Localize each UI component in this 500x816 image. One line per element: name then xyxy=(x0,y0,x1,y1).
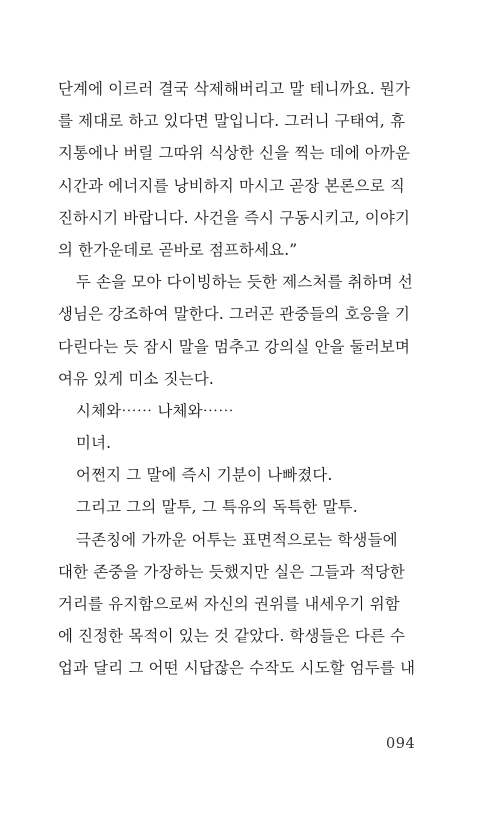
text-line: 지통에나 버릴 그따위 식상한 신을 찍는 데에 아까운 xyxy=(58,144,411,163)
text-line: 를 제대로 하고 있다면 말입니다. 그러니 구태여, 휴 xyxy=(58,112,406,131)
text-line: 극존칭에 가까운 어투는 표면적으로는 학생들에 xyxy=(76,530,398,549)
text-line: 업과 달리 그 어떤 시답잖은 수작도 시도할 엄두를 내 xyxy=(58,659,416,678)
text-line: 에 진정한 목적이 있는 것 같았다. 학생들은 다른 수 xyxy=(58,627,406,646)
text-line: 여유 있게 미소 짓는다. xyxy=(58,369,214,388)
text-line: 다린다는 듯 잠시 말을 멈추고 강의실 안을 둘러보며 xyxy=(58,337,411,356)
text-line: 그리고 그의 말투, 그 특유의 독특한 말투. xyxy=(76,498,358,517)
text-line: 생님은 강조하여 말한다. 그러곤 관중들의 호응을 기 xyxy=(58,305,411,324)
text-line: 두 손을 모아 다이빙하는 듯한 제스처를 취하며 선 xyxy=(76,273,413,292)
text-line: 대한 존중을 가장하는 듯했지만 실은 그들과 적당한 xyxy=(58,562,405,581)
text-line: 미녀. xyxy=(76,434,112,453)
text-line: 어쩐지 그 말에 즉시 기분이 나빠졌다. xyxy=(76,466,333,485)
text-line: 거리를 유지함으로써 자신의 권위를 내세우기 위함 xyxy=(58,595,400,613)
body-text xyxy=(58,73,438,685)
text-line: 진하시기 바랍니다. 사건을 즉시 구동시키고, 이야기 xyxy=(58,208,411,227)
text-line: 시체와⋯⋯ 나체와⋯⋯ xyxy=(76,401,234,420)
page-number: 094 xyxy=(386,736,416,752)
text-line: 단계에 이르러 결국 삭제해버리고 말 테니까요. 뭔가 xyxy=(58,80,411,98)
text-line: 시간과 에너지를 낭비하지 마시고 곧장 본론으로 직 xyxy=(58,176,405,195)
text-line: 의 한가운데로 곧바로 점프하세요.” xyxy=(58,240,298,259)
